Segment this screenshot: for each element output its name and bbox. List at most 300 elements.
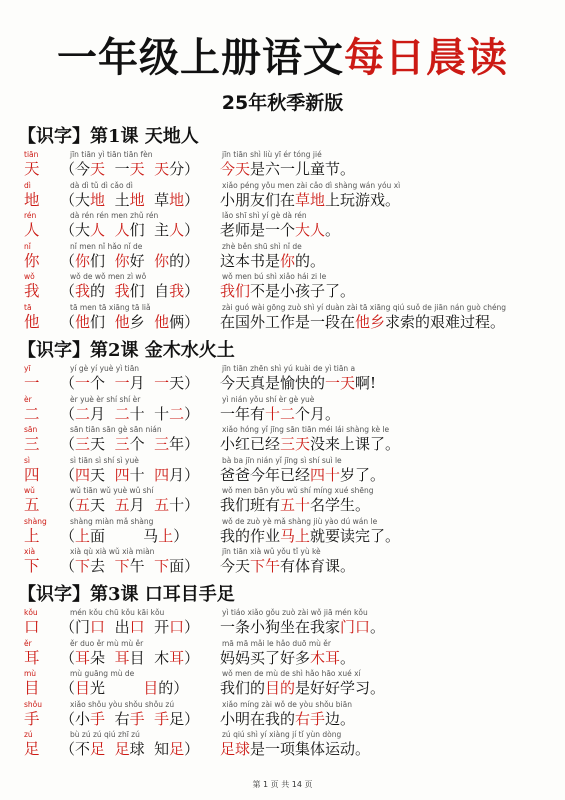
example-sentence xyxy=(220,191,400,209)
word-segment: 的） xyxy=(169,251,200,270)
word-segment: 人 xyxy=(114,221,130,239)
word-segment: 十 十 xyxy=(129,404,170,423)
character-row xyxy=(0,608,565,636)
word-segment: 足 xyxy=(90,740,106,758)
word-segment: （ xyxy=(60,679,76,697)
char-pinyin: mù xyxy=(24,669,37,678)
sentence-segment: 就要读完了。 xyxy=(310,526,401,545)
char-pinyin: rén xyxy=(24,211,37,220)
target-character: 下 xyxy=(24,557,40,575)
words-pinyin: sì tiān sì shí sì yuè xyxy=(70,455,139,465)
word-segment: 四 xyxy=(114,465,130,484)
sentence-segment: 边。 xyxy=(325,709,356,728)
word-segment: 我 xyxy=(114,282,130,300)
word-segment: 四 xyxy=(75,465,91,484)
word-group xyxy=(60,374,199,392)
word-segment: 天 xyxy=(90,496,115,514)
char-pinyin: kǒu xyxy=(24,608,38,617)
words-pinyin: mén kǒu chū kǒu kāi kǒu xyxy=(70,608,165,617)
word-segment: 天 xyxy=(90,435,115,453)
word-segment: 一 xyxy=(105,160,130,178)
word-segment: （门 xyxy=(60,618,91,636)
sentence-segment: 啊! xyxy=(355,374,377,392)
word-segment: （ xyxy=(60,526,76,545)
word-segment: 上 xyxy=(158,526,174,545)
sentence-pinyin: jīn tiān shì liù yī ér tóng jié xyxy=(222,150,322,159)
sentence-segment: 不是小孩子了。 xyxy=(250,282,356,300)
sentence-segment: 。 xyxy=(370,618,386,636)
page-title xyxy=(0,26,565,83)
word-segment: 开 xyxy=(144,618,170,636)
word-segment: 他 xyxy=(75,312,91,331)
words-pinyin: dà rén rén men zhǔ rén xyxy=(70,211,159,220)
character-row xyxy=(0,456,565,484)
target-character: 上 xyxy=(24,526,40,545)
example-sentence xyxy=(220,527,400,545)
word-segment: 朵 xyxy=(90,648,115,667)
word-segment: 的） xyxy=(158,679,189,697)
word-segment: 月 xyxy=(90,404,115,423)
word-segment: 去 xyxy=(90,557,115,575)
word-segment: 天 xyxy=(129,160,145,178)
character-row xyxy=(0,547,565,575)
words-pinyin: wǒ de wǒ men zì wǒ xyxy=(70,272,147,281)
word-segment: 二 xyxy=(75,404,91,423)
target-character: 我 xyxy=(24,282,40,300)
char-pinyin: yī xyxy=(24,364,31,373)
word-segment: （ xyxy=(60,404,76,423)
char-pinyin: zú xyxy=(24,730,33,739)
word-segment: 口 xyxy=(90,618,106,636)
word-group xyxy=(60,618,199,636)
sentence-segment: 十二 xyxy=(265,404,296,423)
word-segment: 三 xyxy=(154,435,170,453)
char-pinyin: shàng xyxy=(24,516,47,526)
sentence-segment: 马上 xyxy=(280,526,311,545)
sentence-segment: 三天 xyxy=(280,435,311,453)
sentence-segment: 。 xyxy=(325,221,341,239)
character-row xyxy=(0,303,565,331)
word-segment: 你 xyxy=(75,251,91,270)
word-segment: 十） xyxy=(169,496,200,514)
word-group xyxy=(60,710,199,728)
word-segment: 下 xyxy=(154,557,170,575)
target-character: 目 xyxy=(24,679,40,697)
words-pinyin: tā men tā xiāng tā liǎ xyxy=(70,302,151,312)
word-segment: 三 xyxy=(114,435,130,453)
sentence-pinyin: jīn tiān zhēn shì yú kuài de yì tiān a xyxy=(222,364,356,373)
sentence-segment: 。 xyxy=(340,648,356,667)
word-segment: 你 xyxy=(114,251,130,270)
target-character: 人 xyxy=(24,221,40,239)
sentence-pinyin: zú qiú shì yí xiàng jí tǐ yùn dòng xyxy=(222,730,342,739)
word-group xyxy=(60,313,199,331)
word-group xyxy=(60,649,199,667)
word-segment: 面） xyxy=(169,557,200,575)
word-segment: 二 xyxy=(169,404,185,423)
word-segment: ） xyxy=(184,618,200,636)
word-segment: 口 xyxy=(169,618,185,636)
sentence-segment: 我的作业 xyxy=(220,526,281,545)
word-segment: 口 xyxy=(129,618,145,636)
word-segment: 午 xyxy=(129,557,155,575)
word-group xyxy=(60,221,199,239)
sentence-segment: 你 xyxy=(280,251,296,270)
character-row xyxy=(0,242,565,270)
target-character: 耳 xyxy=(24,648,40,667)
sentence-pinyin: xiǎo péng yǒu men zài cǎo dì shàng wán yóu xì xyxy=(222,180,401,190)
word-segment: （ xyxy=(60,374,76,392)
sentence-segment: 是好好学习。 xyxy=(295,679,386,697)
words-pinyin: xiǎo shǒu yòu shǒu shǒu zú xyxy=(70,699,175,709)
word-segment: 手 xyxy=(90,709,106,728)
sentence-pinyin: xiǎo hóng yǐ jīng sān tiān méi lái shàng kè le xyxy=(222,425,390,434)
char-pinyin: sān xyxy=(24,425,38,434)
character-row xyxy=(0,425,565,453)
sentence-segment: 小明在我的 xyxy=(220,709,296,728)
sentence-pinyin: jīn tiān xià wǔ yǒu tǐ yù kè xyxy=(222,547,321,556)
example-sentence xyxy=(220,496,370,514)
word-segment: 光 xyxy=(90,679,144,697)
words-pinyin: yí gè yí yuè yì tiān xyxy=(70,364,140,373)
example-sentence xyxy=(220,649,355,667)
word-segment: 足） xyxy=(169,709,200,728)
example-sentence xyxy=(220,221,340,239)
word-segment: 们 主 xyxy=(129,221,170,239)
word-segment: （ xyxy=(60,648,76,667)
word-segment: 个 xyxy=(90,374,115,392)
word-segment: ） xyxy=(173,526,189,545)
character-row xyxy=(0,486,565,514)
example-sentence xyxy=(220,466,385,484)
example-sentence xyxy=(220,282,355,300)
target-character: 他 xyxy=(24,312,40,331)
word-segment: 年） xyxy=(169,435,200,453)
word-segment: 人 xyxy=(90,221,106,239)
word-segment: 下 xyxy=(114,557,130,575)
word-segment: （不 xyxy=(60,740,91,758)
sentence-segment: 下午 xyxy=(250,557,281,575)
word-group xyxy=(60,252,199,270)
sentence-pinyin: wǒ men bú shì xiǎo hái zi le xyxy=(222,272,327,281)
sentence-segment: 足球 xyxy=(220,740,251,758)
title-red-part: 每日晨读 xyxy=(344,35,508,81)
sentence-segment: 我们的 xyxy=(220,679,266,697)
character-row xyxy=(0,639,565,667)
words-pinyin: jīn tiān yì tiān tiān fèn xyxy=(70,150,153,159)
target-character: 手 xyxy=(24,709,40,728)
word-segment: 上 xyxy=(75,526,91,545)
sentence-pinyin: yì tiáo xiǎo gǒu zuò zài wǒ jiā mén kǒu xyxy=(222,608,368,617)
sentence-pinyin: wǒ de zuò yè mǎ shàng jiù yào dú wán le xyxy=(222,516,378,526)
word-group xyxy=(60,527,188,545)
word-segment: （ xyxy=(60,465,76,484)
word-segment: 五 xyxy=(75,496,91,514)
words-pinyin: wǔ tiān wǔ yuè wǔ shí xyxy=(70,486,154,495)
sentence-segment: 这本书是 xyxy=(220,251,281,270)
word-segment: ） xyxy=(184,648,200,667)
lesson-heading: 【识字】第1课 天地人 xyxy=(18,126,199,147)
target-character: 足 xyxy=(24,740,40,758)
sentence-segment: 个月。 xyxy=(295,404,341,423)
sentence-segment: 名学生。 xyxy=(310,496,371,514)
sentence-segment: 在国外工作是一段在 xyxy=(220,312,356,331)
word-segment: ） xyxy=(184,404,200,423)
sentence-segment: 一天 xyxy=(325,374,356,392)
word-segment: 天 xyxy=(90,160,106,178)
word-segment: ） xyxy=(184,221,200,239)
word-segment: 一 xyxy=(75,374,91,392)
word-group xyxy=(60,282,199,300)
target-character: 二 xyxy=(24,404,40,423)
character-row xyxy=(0,669,565,697)
word-segment: 我 xyxy=(169,282,185,300)
character-row xyxy=(0,211,565,239)
word-segment: 分） xyxy=(169,160,200,178)
character-row xyxy=(0,730,565,758)
word-segment: 目 木 xyxy=(129,648,170,667)
sentence-segment: 岁了。 xyxy=(340,465,386,484)
sentence-pinyin: zhè běn shū shì nǐ de xyxy=(222,241,302,251)
word-segment: （ xyxy=(60,496,76,514)
word-group xyxy=(60,740,199,758)
word-segment: 右 xyxy=(105,709,130,728)
word-segment: （ xyxy=(60,557,76,575)
target-character: 四 xyxy=(24,465,40,484)
word-segment: 足 xyxy=(114,740,130,758)
sentence-pinyin: yì nián yǒu shí èr gè yuè xyxy=(222,394,315,404)
word-segment xyxy=(105,221,115,239)
word-segment: 地 xyxy=(129,190,145,209)
word-segment xyxy=(105,740,115,758)
example-sentence xyxy=(220,252,325,270)
word-segment: ） xyxy=(184,740,200,758)
word-segment: （小 xyxy=(60,709,91,728)
sentence-segment: 他乡 xyxy=(355,312,386,331)
sentence-segment: 今天 xyxy=(220,557,251,575)
sentence-segment: 右手 xyxy=(295,709,326,728)
word-segment: 地 xyxy=(90,190,106,209)
sentence-segment: 五十 xyxy=(280,496,311,514)
example-sentence xyxy=(220,435,400,453)
word-segment: 十 xyxy=(129,465,155,484)
word-segment: 人 xyxy=(169,221,185,239)
example-sentence xyxy=(220,374,376,392)
word-segment: 俩） xyxy=(169,312,200,331)
char-pinyin: tā xyxy=(24,302,32,312)
sentence-segment: 是六一儿童节。 xyxy=(250,160,356,178)
char-pinyin: shǒu xyxy=(24,699,43,709)
word-group xyxy=(60,466,199,484)
word-segment: 天 xyxy=(90,465,115,484)
char-pinyin: wǒ xyxy=(24,272,35,281)
word-segment: ） xyxy=(184,190,200,209)
words-pinyin: nǐ men nǐ hǎo nǐ de xyxy=(70,241,143,251)
word-segment: 他 xyxy=(114,312,130,331)
word-segment: 出 xyxy=(105,618,130,636)
target-character: 五 xyxy=(24,496,40,514)
target-character: 三 xyxy=(24,435,40,453)
sentence-pinyin: zài guó wài gōng zuò shì yí duàn zài tā xiāng qiú suǒ de jiān nán guò chéng xyxy=(222,302,507,312)
word-segment: （ xyxy=(60,282,76,300)
char-pinyin: xià xyxy=(24,547,36,556)
sentence-segment: 今天 xyxy=(220,160,251,178)
sentence-segment: 目的 xyxy=(265,679,296,697)
word-segment: 五 xyxy=(154,496,170,514)
sentence-segment: 一年有 xyxy=(220,404,266,423)
char-pinyin: èr xyxy=(24,394,32,404)
words-pinyin: bù zú zú qiú zhī zú xyxy=(70,730,140,739)
sentence-pinyin: lǎo shī shì yí gè dà rén xyxy=(222,211,307,220)
lesson-heading: 【识字】第2课 金木水火土 xyxy=(18,340,235,361)
words-pinyin: èr yuè èr shí shí èr xyxy=(70,394,141,404)
word-group xyxy=(60,405,199,423)
example-sentence xyxy=(220,313,505,331)
word-group xyxy=(60,191,199,209)
word-segment: （今 xyxy=(60,160,91,178)
sentence-segment: 上玩游戏。 xyxy=(325,190,401,209)
word-segment: 球 知 xyxy=(129,740,170,758)
sentence-pinyin: wǒ men de mù de shì hǎo hāo xué xí xyxy=(222,669,361,678)
character-row xyxy=(0,272,565,300)
word-segment: 耳 xyxy=(75,648,91,667)
sentence-pinyin: bà ba jīn nián yǐ jīng sì shí suì le xyxy=(222,455,342,465)
sentence-segment: 小朋友们在 xyxy=(220,190,296,209)
sentence-segment: 求索的艰难过程。 xyxy=(385,312,506,331)
word-segment: 三 xyxy=(75,435,91,453)
word-segment: 下 xyxy=(75,557,91,575)
character-row xyxy=(0,517,565,545)
word-segment: （大 xyxy=(60,190,91,209)
sentence-segment: 木耳 xyxy=(310,648,341,667)
example-sentence xyxy=(220,679,385,697)
page-subtitle: 25年秋季新版 xyxy=(221,92,344,114)
word-segment: 你 xyxy=(154,251,170,270)
sentence-segment: 老师是一个 xyxy=(220,221,296,239)
target-character: 天 xyxy=(24,160,40,178)
word-segment: 手 xyxy=(154,709,170,728)
character-row xyxy=(0,700,565,728)
words-pinyin: dà dì tǔ dì cǎo dì xyxy=(70,180,133,190)
target-character: 口 xyxy=(24,618,40,636)
word-segment: （ xyxy=(60,312,76,331)
sentence-segment: 我们班有 xyxy=(220,496,281,514)
char-pinyin: sì xyxy=(24,455,30,465)
word-segment: 月 xyxy=(129,496,155,514)
word-segment: 耳 xyxy=(114,648,130,667)
sentence-pinyin: xiǎo míng zài wǒ de yòu shǒu biān xyxy=(222,699,352,709)
word-group xyxy=(60,160,199,178)
word-segment: 耳 xyxy=(169,648,185,667)
example-sentence xyxy=(220,557,355,575)
word-group xyxy=(60,496,199,514)
sentence-segment: 大人 xyxy=(295,221,326,239)
word-segment: 个 xyxy=(129,435,155,453)
character-row xyxy=(0,395,565,423)
word-segment: 好 xyxy=(129,251,155,270)
word-segment: 足 xyxy=(169,740,185,758)
character-row xyxy=(0,150,565,178)
example-sentence xyxy=(220,405,340,423)
word-segment: 天） xyxy=(169,374,200,392)
word-segment: 二 xyxy=(114,404,130,423)
word-segment: 手 xyxy=(129,709,145,728)
lesson-heading: 【识字】第3课 口耳目手足 xyxy=(18,584,235,605)
sentence-segment: 一条小狗坐在我家 xyxy=(220,618,341,636)
words-pinyin: xià qù xià wǔ xià miàn xyxy=(70,547,155,556)
example-sentence xyxy=(220,740,370,758)
example-sentence xyxy=(220,618,385,636)
word-group xyxy=(60,679,188,697)
word-segment: 目 xyxy=(143,679,159,697)
word-segment: 土 xyxy=(105,190,130,209)
word-segment: 们 xyxy=(90,312,115,331)
word-segment: （ xyxy=(60,435,76,453)
char-pinyin: nǐ xyxy=(24,241,31,251)
char-pinyin: ěr xyxy=(24,638,32,648)
sentence-segment: 小红已经 xyxy=(220,435,281,453)
sentence-segment: 四十 xyxy=(310,465,341,484)
word-group xyxy=(60,435,199,453)
sentence-segment: 有体育课。 xyxy=(280,557,356,575)
word-segment: （ xyxy=(60,251,76,270)
sentence-pinyin: mā mā mǎi le hǎo duō mù ěr xyxy=(222,638,331,648)
sentence-segment: 没来上课了。 xyxy=(310,435,401,453)
sentence-segment: 的。 xyxy=(295,251,326,270)
character-row xyxy=(0,181,565,209)
word-segment: 们 xyxy=(90,251,115,270)
word-segment: 一 xyxy=(154,374,170,392)
word-segment: 五 xyxy=(114,496,130,514)
target-character: 一 xyxy=(24,374,40,392)
sentence-segment: 我们 xyxy=(220,282,251,300)
page-footer: 第 1 页 共 14 页 xyxy=(252,780,313,789)
sentence-segment: 草地 xyxy=(295,190,326,209)
word-segment: （大 xyxy=(60,221,91,239)
word-segment: 面 马 xyxy=(90,526,159,545)
word-group xyxy=(60,557,199,575)
word-segment: 四 xyxy=(154,465,170,484)
word-segment xyxy=(145,710,155,728)
example-sentence xyxy=(220,160,355,178)
words-pinyin: shàng miàn mǎ shàng xyxy=(70,516,154,526)
char-pinyin: tiān xyxy=(24,150,39,159)
word-segment: 们 自 xyxy=(129,282,170,300)
sentence-segment: 今天真是愉快的 xyxy=(220,374,326,392)
title-black-part: 一年级上册语文 xyxy=(57,35,344,81)
word-segment: 一 xyxy=(114,374,130,392)
word-segment: 月 xyxy=(129,374,155,392)
word-segment: 月） xyxy=(169,465,200,484)
words-pinyin: mù guāng mù de xyxy=(70,669,135,678)
word-segment: 我 xyxy=(75,282,91,300)
word-segment: 的 xyxy=(90,282,115,300)
target-character: 你 xyxy=(24,251,40,270)
sentence-segment: 门口 xyxy=(340,618,371,636)
word-segment: ） xyxy=(184,282,200,300)
words-pinyin: ěr duo ěr mù mù ěr xyxy=(70,638,144,648)
sentence-segment: 是一项集体运动。 xyxy=(250,740,371,758)
example-sentence xyxy=(220,710,355,728)
character-row xyxy=(0,364,565,392)
word-segment: 他 xyxy=(154,312,170,331)
words-pinyin: sān tiān sān gè sān nián xyxy=(70,425,162,434)
char-pinyin: wǔ xyxy=(24,486,35,495)
char-pinyin: dì xyxy=(24,180,31,190)
word-segment: 目 xyxy=(75,679,91,697)
word-segment: 草 xyxy=(144,190,170,209)
word-segment xyxy=(145,160,155,178)
